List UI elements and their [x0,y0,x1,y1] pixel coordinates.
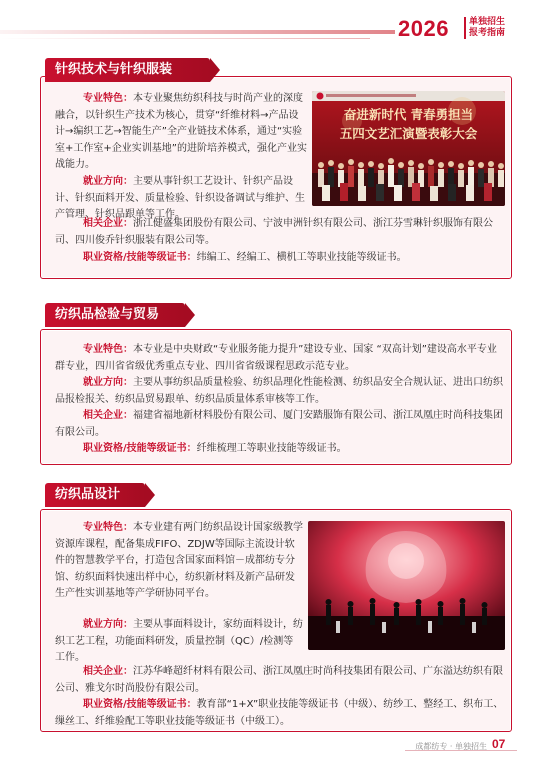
companies-text: 浙江健盛集团股份有限公司、宁波申洲针织有限公司、浙江芬雪琳针织服饰有限公司、四川俊乔针织服装有限公司等。 [55,218,493,246]
performance-photo-svg [308,521,505,650]
section-title-design: 纺织品设计 [45,483,145,507]
footer-text: 成都纺专 · 单独招生 [415,742,487,751]
features-label: 专业特色： [83,344,133,355]
photo-banner [328,105,489,143]
design-career [55,617,303,667]
features-text: 本专业是中央财政“专业服务能力提升”建设专业、国家 “双高计划”建设高水平专业群专业，四川省省级优秀重点专业、四川省省级课程思政示范专业。 [55,344,497,372]
features-text: 本专业建有两门纺织品设计国家级教学资源库课程，配备集成FIFO、ZDJW等国际主流设计软件的智慧教学平台，打造包含国家面料馆－成都纺专分馆、纺织面料快速出样中心，纺织新材料及新产品研发生产性实训基地等产学研协同平台。 [55,522,303,599]
career-label: 就业方向： [83,377,133,388]
photo-banner-line1: 奋进新时代 青春勇担当 [343,107,474,122]
knitting-companies [55,216,503,249]
career-text: 主要从事纺织品质量检验、纺织品理化性能检测、纺织品安全合规认证、进出口纺织品报检报关、纺织品贸易跟单、纺织品质量体系审核等工作。 [55,377,503,405]
career-label: 就业方向： [83,619,133,630]
cert-label: 职业资格/技能等级证书： [83,699,197,710]
header-subtitle-line1: 单独招生 [469,17,506,27]
features-label: 专业特色： [83,522,133,533]
design-cert [55,697,505,730]
header-subtitle [464,17,526,39]
career-text: 主要从事针织工艺设计、针织产品设计、针织面料开发、质量检验、针织设备调试与维护、生产管理、针织品跟单等工作。 [55,176,305,220]
section-title-inspection: 纺织品检验与贸易 [45,303,185,327]
inspection-companies [55,408,505,441]
knitting-event-photo [312,91,505,206]
inspection-career [55,375,505,408]
companies-text: 江苏华峰超纤材料有限公司、浙江凤凰庄时尚科技集团有限公司、广东溢达纺织有限公司、雅戈尔时尚股份有限公司。 [55,666,503,694]
header-stripe-thin [0,38,370,39]
features-text: 本专业聚焦纺织科技与时尚产业的深度融合，以针织生产技术为核心，贯穿“纤维材料→产品设计→编织工艺→智能生产”全产业链技术体系，通过“实验室+工作室+企业实训基地”的进阶培养模式，强化产业实战能力。 [55,93,307,170]
cert-text: 纬编工、经编工、横机工等职业技能等级证书。 [196,252,407,263]
header-subtitle-line2: 报考指南 [469,28,506,38]
photo-banner-line2: 五四文艺汇演暨表彰大会 [339,126,478,141]
companies-label: 相关企业： [83,218,133,229]
design-features [55,520,303,603]
companies-label: 相关企业： [83,666,133,677]
cert-text: 教育部“1+X”职业技能等级证书（中级）、纺纱工、整经工、织布工、缫丝工、纤维验配工等职业技能等级证书（中级工）。 [55,699,504,727]
career-label: 就业方向： [83,176,133,187]
cert-label: 职业资格/技能等级证书： [83,252,197,263]
features-label: 专业特色： [83,93,133,104]
career-text: 主要从事面料设计，家纺面料设计，纺织工艺工程，功能面料研发，质量控制（QC）/检测等工作。 [55,619,303,663]
cert-label: 职业资格/技能等级证书： [83,443,197,454]
inspection-cert [55,441,505,458]
cert-text: 纤维梳理工等职业技能等级证书。 [196,443,347,454]
header-year: 2026 [398,16,449,41]
knitting-cert [55,250,503,267]
inspection-features [55,342,505,375]
design-performance-photo [308,521,505,650]
page-header [0,0,539,44]
design-companies [55,664,505,697]
section-title-knitting: 针织技术与针织服装 [45,58,210,82]
companies-text: 福建省福地新材料股份有限公司、厦门安踏服饰有限公司、浙江凤凰庄时尚科技集团有限公司。 [55,410,503,438]
knitting-features [55,91,307,174]
header-stripe [0,30,395,34]
companies-label: 相关企业： [83,410,133,421]
page-number: 07 [492,737,506,751]
